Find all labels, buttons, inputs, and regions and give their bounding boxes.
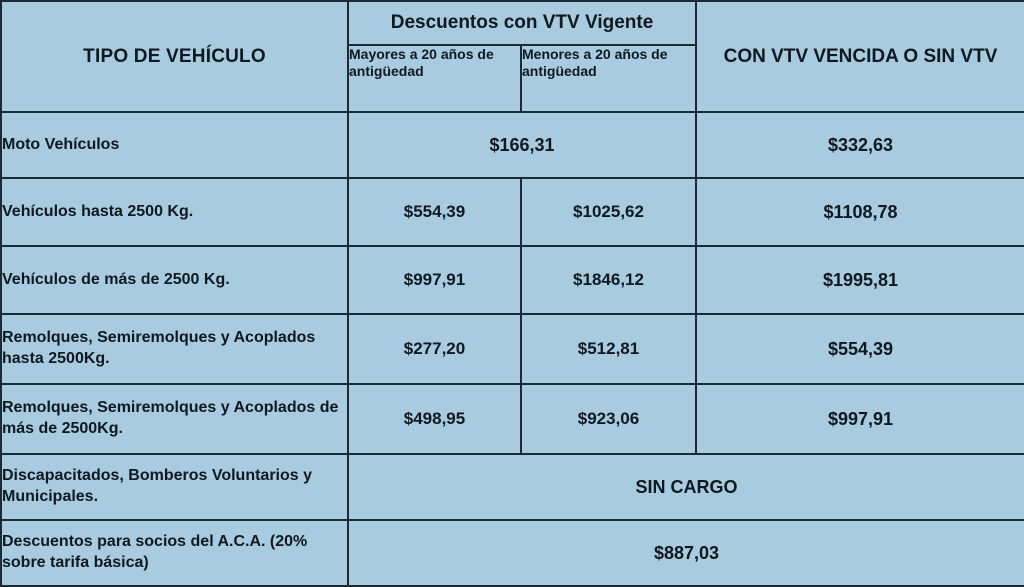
header-vtv-vencida: CON VTV VENCIDA O SIN VTV <box>696 1 1024 112</box>
table-row <box>1 454 1024 520</box>
header-descuentos-vigente: Descuentos con VTV Vigente <box>348 1 696 45</box>
row-price-vencida: $1108,78 <box>696 178 1024 246</box>
row-price-merged-all: $887,03 <box>348 520 1024 586</box>
row-label: Vehículos hasta 2500 Kg. <box>1 178 348 246</box>
row-price-mayores: $498,95 <box>348 384 521 454</box>
row-price-mayores: $997,91 <box>348 246 521 314</box>
row-label: Moto Vehículos <box>1 112 348 178</box>
row-label: Descuentos para socios del A.C.A. (20% sobre tarifa básica) <box>1 520 348 586</box>
row-label: Remolques, Semiremolques y Acoplados hasta 2500Kg. <box>1 314 348 384</box>
row-price-menores: $923,06 <box>521 384 696 454</box>
row-price-mayores: $554,39 <box>348 178 521 246</box>
row-price-mayores: $277,20 <box>348 314 521 384</box>
header-menores-20: Menores a 20 años de antigüedad <box>521 45 696 112</box>
row-price-vencida: $332,63 <box>696 112 1024 178</box>
table-row <box>1 178 1024 246</box>
table-row <box>1 112 1024 178</box>
header-vehicle-type: TIPO DE VEHÍCULO <box>1 1 348 112</box>
row-label: Vehículos de más de 2500 Kg. <box>1 246 348 314</box>
row-price-menores: $1846,12 <box>521 246 696 314</box>
table-header-row-1 <box>1 1 1024 45</box>
row-price-vencida: $554,39 <box>696 314 1024 384</box>
row-price-vencida: $997,91 <box>696 384 1024 454</box>
table-row <box>1 520 1024 586</box>
row-price-menores: $512,81 <box>521 314 696 384</box>
header-mayores-20: Mayores a 20 años de antigüedad <box>348 45 521 112</box>
row-label: Discapacitados, Bomberos Voluntarios y Municipales. <box>1 454 348 520</box>
row-price-menores: $1025,62 <box>521 178 696 246</box>
row-price-vigente-merged: $166,31 <box>348 112 696 178</box>
row-price-vencida: $1995,81 <box>696 246 1024 314</box>
row-price-merged-all: SIN CARGO <box>348 454 1024 520</box>
table-row <box>1 384 1024 454</box>
row-label: Remolques, Semiremolques y Acoplados de más de 2500Kg. <box>1 384 348 454</box>
table-row <box>1 246 1024 314</box>
table-row <box>1 314 1024 384</box>
